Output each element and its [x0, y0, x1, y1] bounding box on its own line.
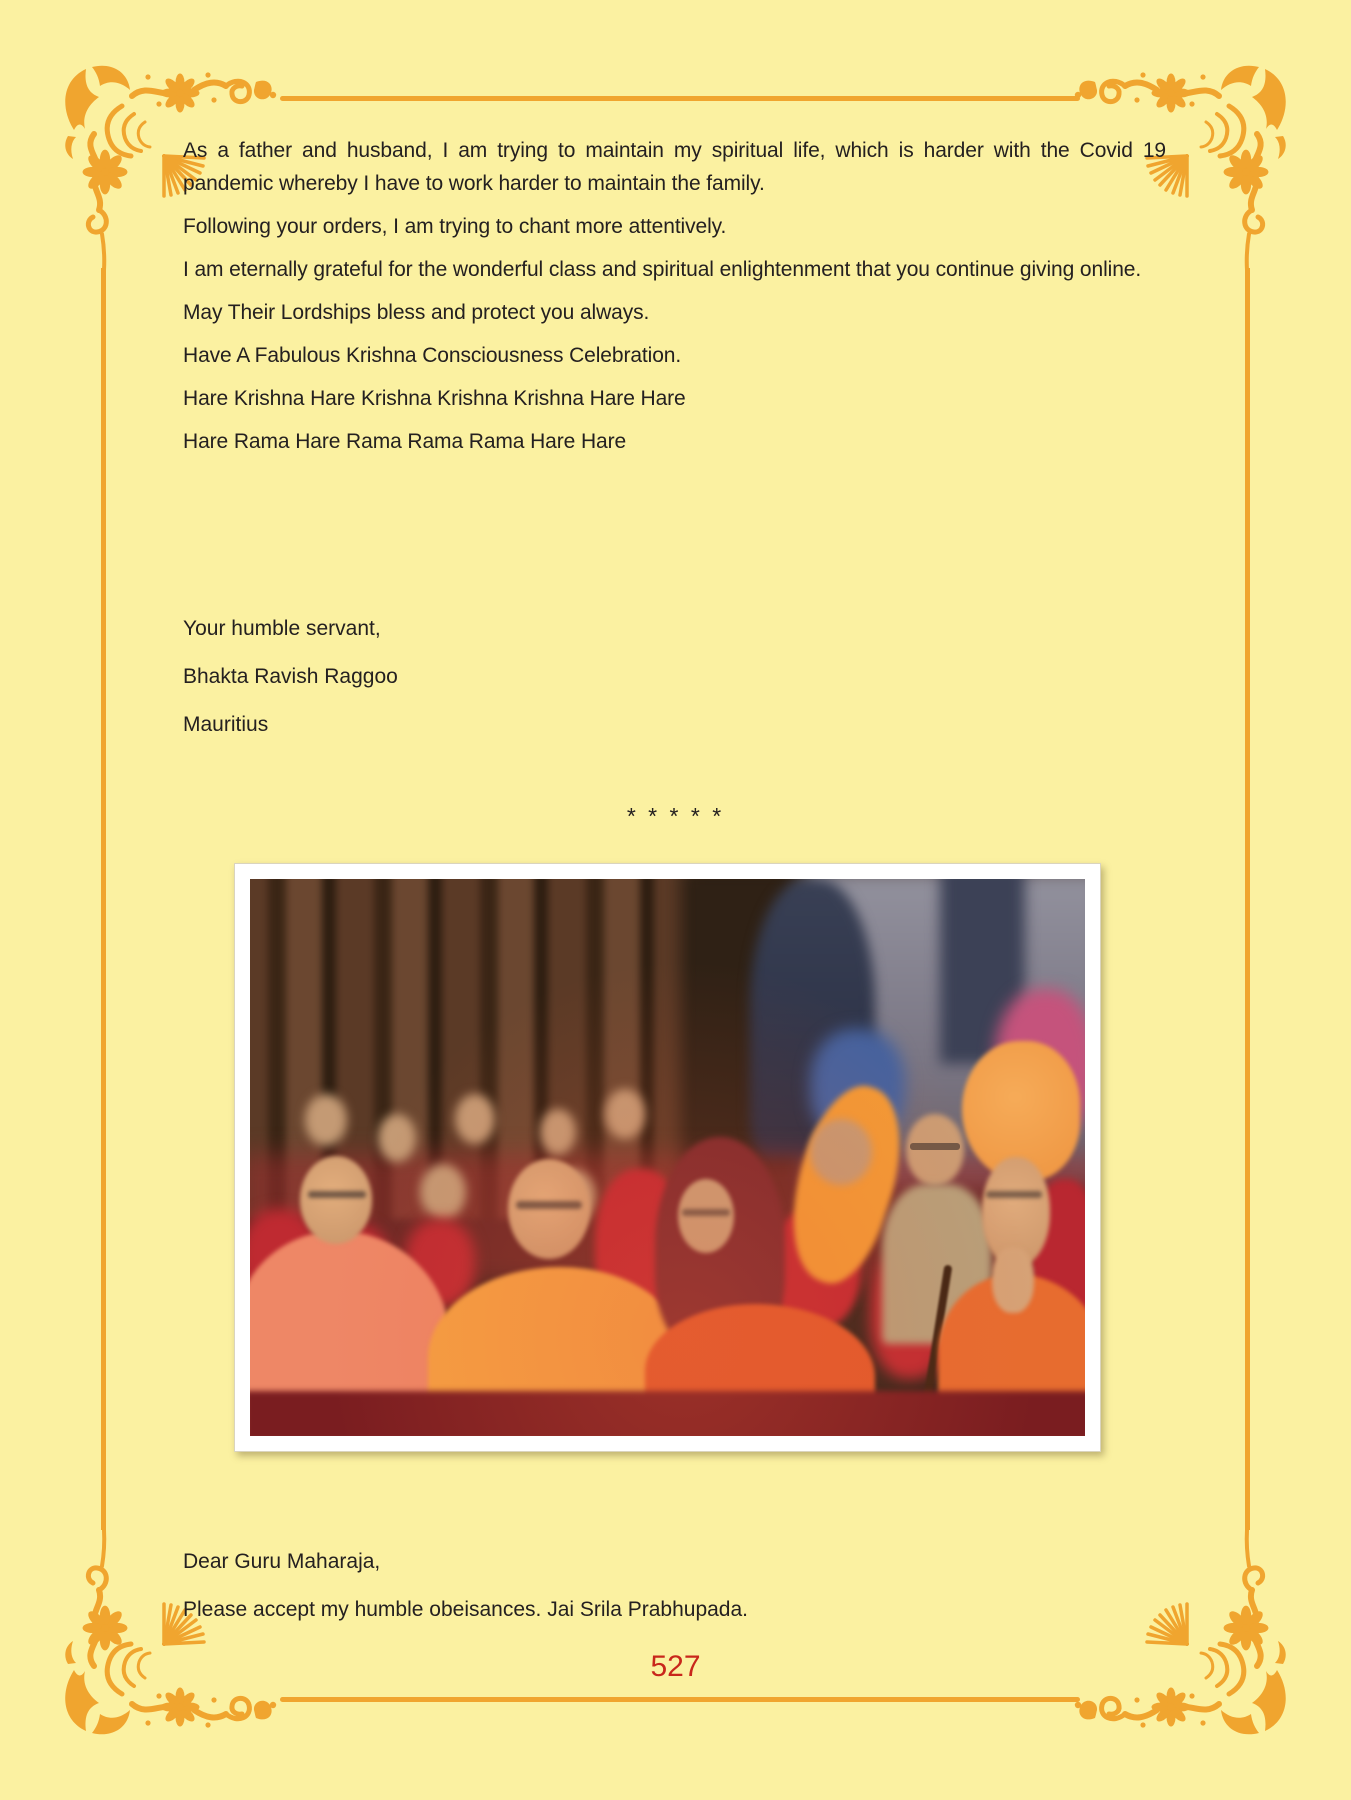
next-letter-opening: [183, 1545, 748, 1641]
letter-paragraph: As a father and husband, I am trying to maintain my spiritual life, which is harder with the Covid 19 pandemic whereby I have to work harder to maintain the family.: [183, 139, 1166, 195]
signature-line: Your humble servant,: [183, 617, 381, 640]
border-rule-left: [101, 268, 106, 1530]
letter-body: [183, 134, 1166, 468]
page-number: 527: [650, 1650, 701, 1683]
asterisk-separator: * * * * *: [626, 803, 725, 829]
signature-location: Mauritius: [183, 713, 269, 736]
audience-photo-canvas: [250, 879, 1085, 1436]
salutation: Dear Guru Maharaja,: [183, 1550, 381, 1573]
floral-corner-ornament-bottom-right: [1066, 1526, 1291, 1736]
audience-photo: [234, 863, 1101, 1452]
letter-paragraph-mahamantra: Hare Krishna Hare Krishna Krishna Krishna Hare Hare: [183, 387, 686, 410]
letter-paragraph: Have A Fabulous Krishna Consciousness Celebration.: [183, 344, 682, 367]
border-rule-right: [1245, 268, 1250, 1530]
letter-paragraph: I am eternally grateful for the wonderful class and spiritual enlightenment that you continue giving online.: [183, 258, 1142, 281]
border-rule-bottom: [280, 1697, 1080, 1702]
letter-paragraph: Following your orders, I am trying to chant more attentively.: [183, 215, 727, 238]
border-rule-top: [280, 96, 1080, 101]
letter-signature: [183, 612, 398, 756]
signature-name: Bhakta Ravish Raggoo: [183, 665, 398, 688]
letter-paragraph-mahamantra: Hare Rama Hare Rama Rama Rama Hare Hare: [183, 430, 627, 453]
letter-paragraph: May Their Lordships bless and protect you always.: [183, 301, 650, 324]
obeisances-line: Please accept my humble obeisances. Jai Srila Prabhupada.: [183, 1598, 748, 1621]
photo-warm-glow-overlay: [250, 879, 1085, 1436]
